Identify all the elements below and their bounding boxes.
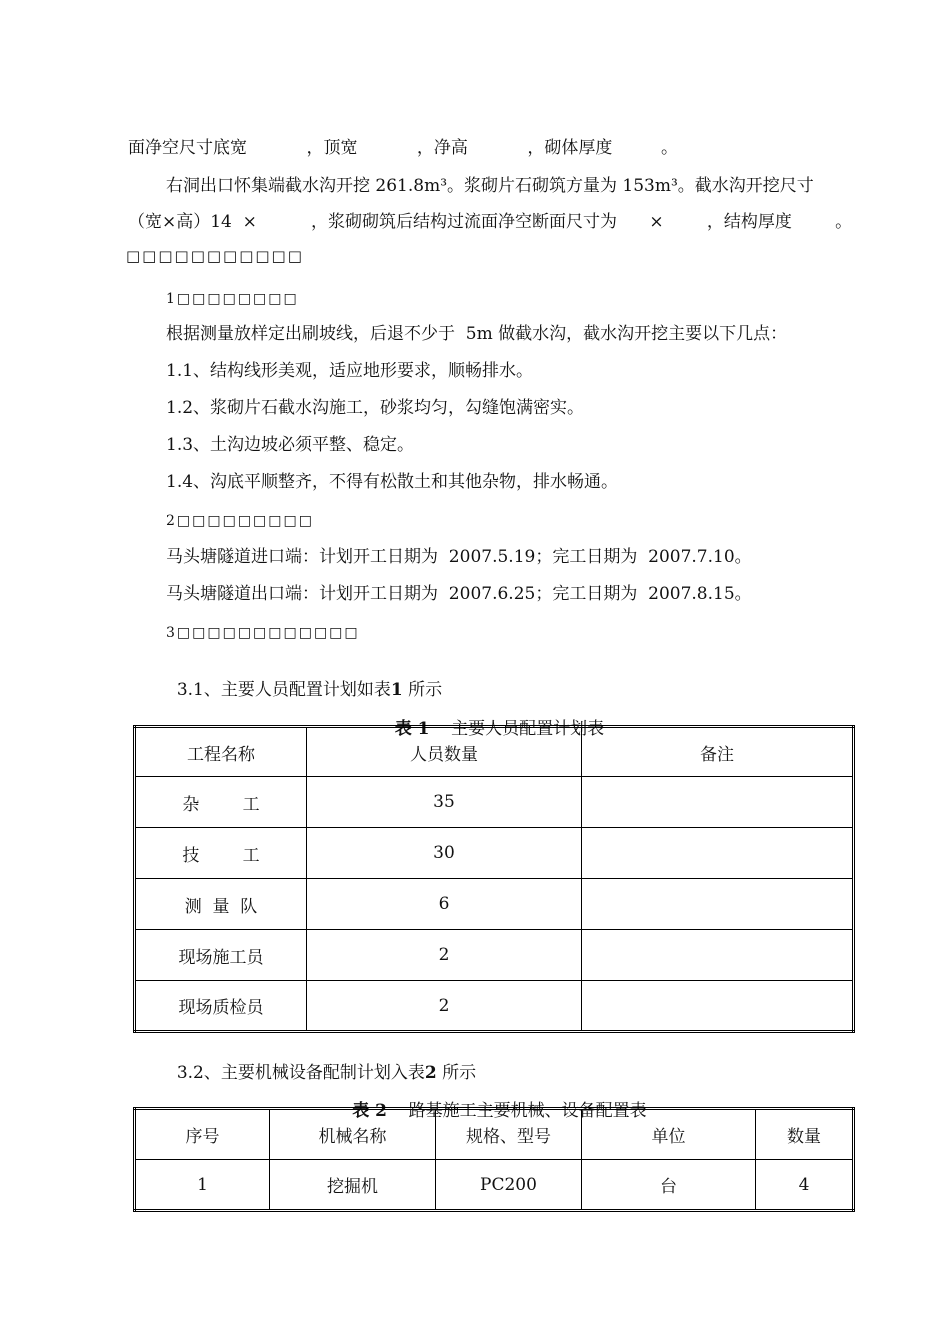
table-cell: [582, 930, 854, 981]
equipment-table: [133, 1107, 855, 1212]
table-header-row: [135, 1109, 854, 1160]
paragraph-1-4: 1.4、沟底平顺整齐，不得有松散土和其他杂物，排水畅通。: [166, 472, 619, 492]
table-cell: 现场质检员: [135, 981, 307, 1032]
table-header-cell: 备注: [582, 727, 854, 777]
table-cell: [582, 981, 854, 1032]
table-header-cell: 规格、型号: [436, 1109, 582, 1160]
paragraph-3-2-suffix: 所示: [436, 1063, 477, 1083]
table-cell: 台: [582, 1160, 756, 1211]
section-heading: □□□□□□□□□□□: [126, 247, 304, 265]
table-row: [135, 981, 854, 1032]
paragraph-dimensions-2: （宽×高）14 × ，浆砌砌筑后结构过流面净空断面尺寸为 × ，结构厚度 。: [128, 212, 853, 232]
table-cell: 挖掘机: [270, 1160, 436, 1211]
table-header-cell: 序号: [135, 1109, 270, 1160]
table-cell: 4: [756, 1160, 854, 1211]
table-cell: 6: [307, 879, 582, 930]
table-header-cell: 机械名称: [270, 1109, 436, 1160]
table-cell: [582, 777, 854, 828]
table1-caption-text: 主要人员配置计划表: [451, 719, 605, 739]
table-cell: 技 工: [135, 828, 307, 879]
table-header-cell: 单位: [582, 1109, 756, 1160]
table-row: [135, 777, 854, 828]
table-row: [135, 930, 854, 981]
paragraph-3-2-text: 3.2、主要机械设备配制计划入表: [176, 1063, 425, 1083]
subheading-3: 3□□□□□□□□□□□□: [166, 625, 360, 641]
table-cell: 测 量 队: [135, 879, 307, 930]
paragraph-3-1-text: 3.1、主要人员配置计划如表: [176, 680, 391, 700]
table-cell: 35: [307, 777, 582, 828]
personnel-table: [133, 725, 855, 1033]
table-cell: 2: [307, 930, 582, 981]
table2-caption-number: 表 2: [352, 1101, 387, 1121]
table1-caption-number: 表 1: [394, 719, 430, 739]
paragraph-exit-schedule: 马头塘隧道出口端：计划开工日期为 2007.6.25；完工日期为 2007.8.15。: [166, 584, 752, 604]
table-header-cell: 人员数量: [307, 727, 582, 777]
table2-caption-text: 路基施工主要机械、设备配置表: [408, 1101, 647, 1121]
paragraph-1-2: 1.2、浆砌片石截水沟施工，砂浆均匀，勾缝饱满密实。: [166, 398, 585, 418]
table-cell: PC200: [436, 1160, 582, 1211]
table-cell: [582, 879, 854, 930]
subheading-2: 2□□□□□□□□□: [166, 513, 314, 529]
subheading-1: 1□□□□□□□□: [166, 291, 299, 307]
paragraph-1-1: 1.1、结构线形美观，适应地形要求，顺畅排水。: [166, 361, 534, 381]
paragraph-entrance-schedule: 马头塘隧道进口端：计划开工日期为 2007.5.19；完工日期为 2007.7.10。: [166, 547, 752, 567]
paragraph-1-3: 1.3、土沟边坡必须平整、稳定。: [166, 435, 415, 455]
table-cell: [582, 828, 854, 879]
table-cell: 1: [135, 1160, 270, 1211]
table-header-row: [135, 727, 854, 777]
table-row: [135, 1160, 854, 1211]
table-header-cell: 工程名称: [135, 727, 307, 777]
table-row: [135, 828, 854, 879]
paragraph-dimensions-1: 面净空尺寸底宽 ，顶宽 ，净高 ，砌体厚度 。: [128, 138, 678, 158]
table-cell: 杂 工: [135, 777, 307, 828]
paragraph-3-1-table-number: 1: [390, 680, 403, 700]
paragraph-right-exit: 右洞出口怀集端截水沟开挖 261.8m³。浆砌片石砌筑方量为 153m³。截水沟开挖尺寸: [166, 176, 814, 196]
table-cell: 现场施工员: [135, 930, 307, 981]
table-header-cell: 数量: [756, 1109, 854, 1160]
paragraph-3-2-table-number: 2: [424, 1063, 437, 1083]
table-cell: 30: [307, 828, 582, 879]
paragraph-3-1-suffix: 所示: [402, 680, 443, 700]
paragraph-slope-line: 根据测量放样定出刷坡线，后退不少于 5m 做截水沟，截水沟开挖主要以下几点：: [166, 324, 788, 344]
table-cell: 2: [307, 981, 582, 1032]
table-row: [135, 879, 854, 930]
